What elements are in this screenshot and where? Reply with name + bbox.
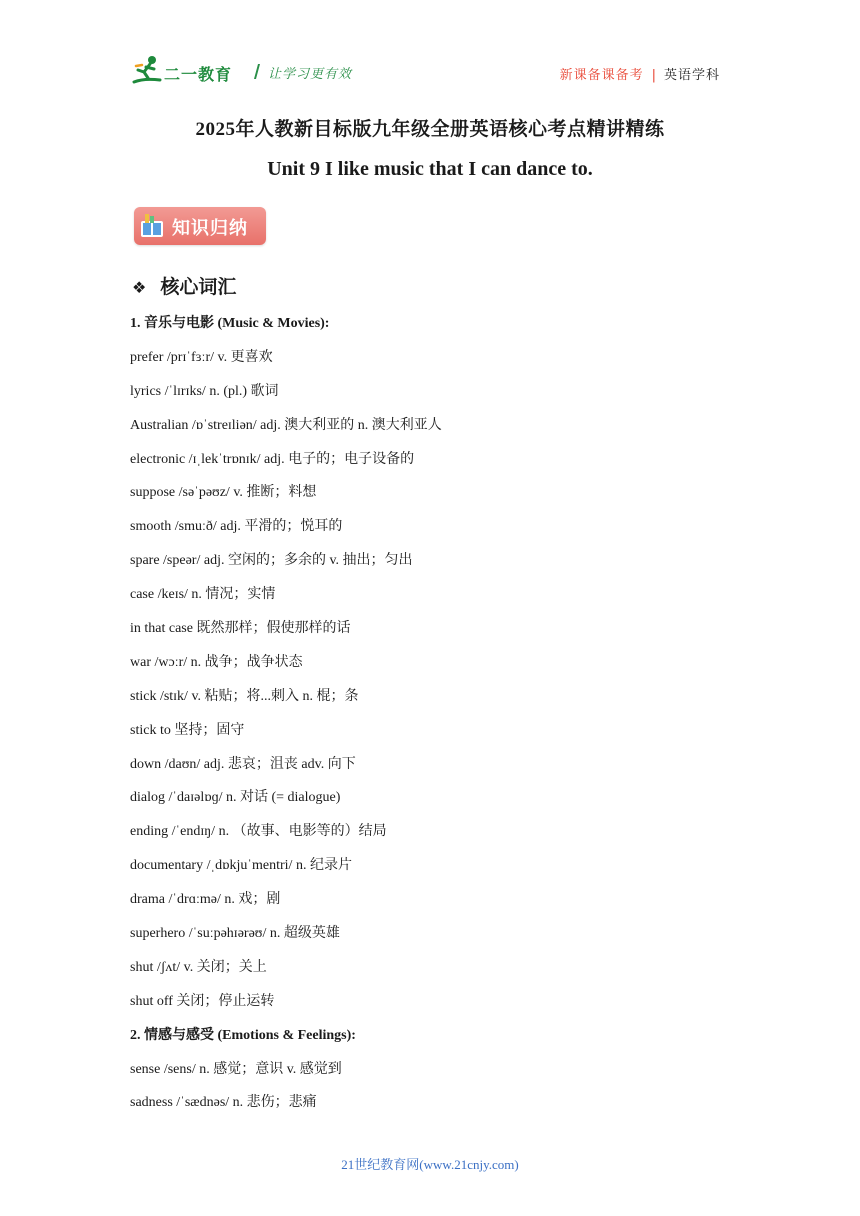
unit-title: Unit 9 I like music that I can dance to. xyxy=(267,158,593,180)
brand-label: 新课备课备考 xyxy=(559,68,644,83)
vocabulary-entry: suppose /səˈpəʊz/ v. 推断；料想 xyxy=(130,485,317,501)
diamond-bullet-icon: ❖ xyxy=(132,278,147,297)
page-header xyxy=(130,52,720,92)
vocabulary-entry: electronic /ɪˌlekˈtrɒnɪk/ adj. 电子的；电子设备的 xyxy=(130,451,415,467)
vocabulary-entry: stick to 坚持；固守 xyxy=(130,722,245,738)
vocabulary-entry: dialog /ˈdaɪəlɒɡ/ n. 对话 (= dialogue) xyxy=(130,790,341,806)
vocabulary-entry: sadness /ˈsædnəs/ n. 悲伤；悲痛 xyxy=(130,1095,317,1111)
slogan-divider xyxy=(254,64,260,79)
category-heading: 2. 情感与感受 (Emotions & Feelings): xyxy=(130,1027,356,1043)
vocabulary-entry: prefer /prɪˈfɜːr/ v. 更喜欢 xyxy=(130,349,273,365)
vocabulary-entry: sense /sens/ n. 感觉；意识 v. 感觉到 xyxy=(130,1061,342,1077)
badge-label: 知识归纳 xyxy=(172,218,248,239)
vocabulary-entry: spare /speər/ adj. 空闲的；多余的 v. 抽出；匀出 xyxy=(130,553,413,569)
vocabulary-entry: Australian /ɒˈstreɪliən/ adj. 澳大利亚的 n. 澳大利亚人 xyxy=(130,417,442,433)
document-title: 2025年人教新目标版九年级全册英语核心考点精讲精练 xyxy=(195,119,665,140)
vocabulary-entry: down /daʊn/ adj. 悲哀；沮丧 adv. 向下 xyxy=(130,756,356,772)
vocabulary-entry: shut off 关闭；停止运转 xyxy=(130,993,275,1009)
vocabulary-entry: war /wɔːr/ n. 战争；战争状态 xyxy=(130,654,303,670)
book-icon xyxy=(140,213,164,239)
subject-label: 英语学科 xyxy=(663,68,720,83)
vocabulary-entry: shut /ʃʌt/ v. 关闭；关上 xyxy=(130,959,267,975)
vocabulary-entry: smooth /smuːð/ adj. 平滑的；悦耳的 xyxy=(130,519,343,535)
header-right xyxy=(560,64,720,83)
vocabulary-entry: in that case 既然那样；假使那样的话 xyxy=(130,621,351,637)
logo xyxy=(130,54,250,90)
logo-text: 二一教育 xyxy=(164,65,233,84)
header-separator: | xyxy=(651,68,656,83)
section-heading-text: 核心词汇 xyxy=(160,276,237,298)
vocabulary-entry: stick /stɪk/ v. 粘贴；将...刺入 n. 棍；条 xyxy=(130,688,359,704)
knowledge-summary-badge xyxy=(134,207,266,245)
slogan: 让学习更有效 xyxy=(268,67,353,82)
vocabulary-entry: case /keɪs/ n. 情况；实情 xyxy=(130,587,276,603)
runner-logo-icon xyxy=(130,54,164,88)
vocabulary-entry: drama /ˈdrɑːmə/ n. 戏；剧 xyxy=(130,892,281,908)
category-heading: 1. 音乐与电影 (Music & Movies): xyxy=(130,316,330,331)
vocabulary-list xyxy=(130,313,730,1126)
vocabulary-entry: documentary /ˌdɒkjuˈmentri/ n. 纪录片 xyxy=(130,858,352,874)
page-footer: 21世纪教育网(www.21cnjy.com) xyxy=(341,1157,519,1172)
vocabulary-entry: superhero /ˈsuːpəhɪərəʊ/ n. 超级英雄 xyxy=(130,926,340,942)
section-heading xyxy=(132,272,236,299)
vocabulary-entry: ending /ˈendɪŋ/ n. （故事、电影等的）结局 xyxy=(130,824,387,840)
vocabulary-entry: lyrics /ˈlɪrɪks/ n. (pl.) 歌词 xyxy=(130,383,279,399)
